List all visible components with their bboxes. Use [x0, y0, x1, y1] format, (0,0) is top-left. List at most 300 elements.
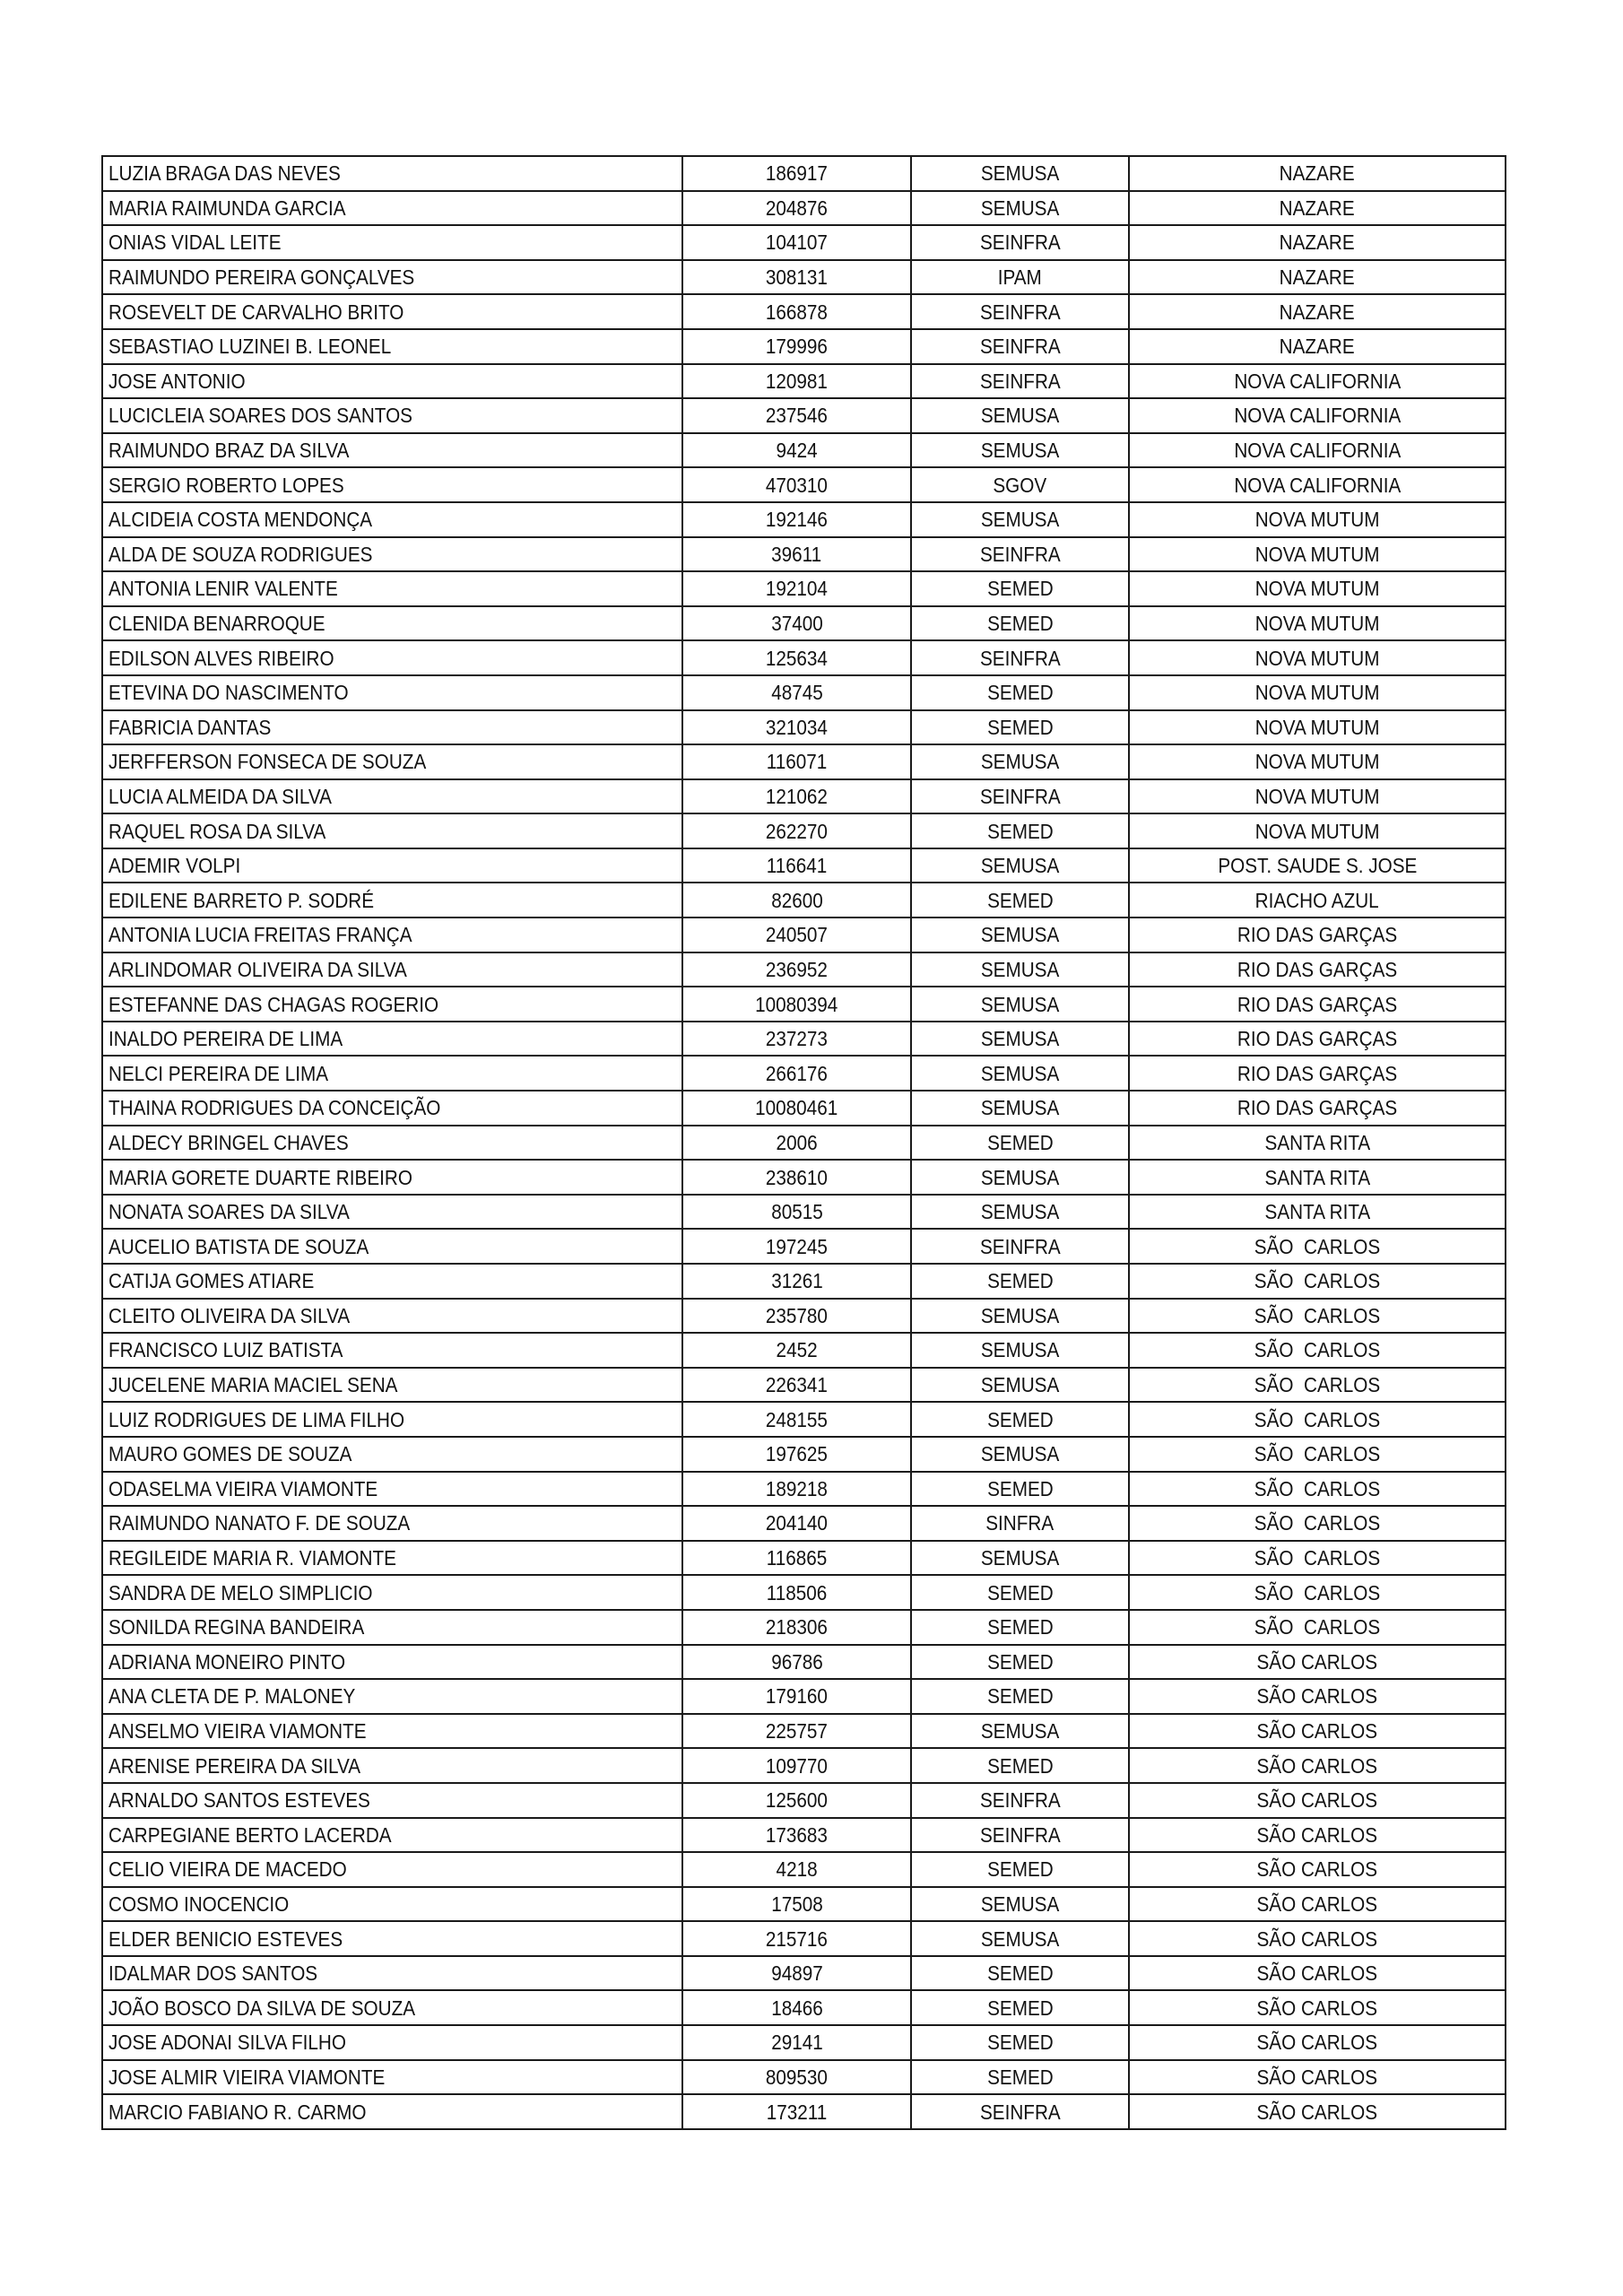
department-cell: [911, 848, 1129, 883]
employee-name-cell-text: ARNALDO SANTOS ESTEVES: [108, 1788, 370, 1813]
registration-number-cell: [682, 1126, 911, 1161]
location-cell-text: SÃO CARLOS: [1256, 1753, 1378, 1778]
location-cell-text: SÃO CARLOS: [1254, 1373, 1381, 1397]
department-cell-text: SEMUSA: [980, 1338, 1060, 1362]
employee-name-cell: [102, 1333, 682, 1368]
table-row: [102, 1506, 1506, 1541]
department-cell: [911, 1506, 1129, 1541]
table-row: [102, 1264, 1506, 1299]
registration-number-cell-text: 125634: [765, 646, 829, 670]
employee-name-cell: [102, 433, 682, 468]
registration-number-cell-text: 10080394: [755, 992, 838, 1016]
employee-name-cell: [102, 364, 682, 399]
registration-number-cell-text: 104107: [765, 230, 829, 255]
department-cell-text: SEMUSA: [980, 992, 1060, 1016]
employee-name-cell-text: NELCI PEREIRA DE LIMA: [108, 1061, 329, 1085]
registration-number-cell: [682, 1056, 911, 1091]
registration-number-cell-text: 235780: [765, 1303, 829, 1327]
employee-name-cell: [102, 467, 682, 502]
location-cell: [1129, 225, 1506, 260]
employee-name-cell: [102, 848, 682, 883]
location-cell-text: SÃO CARLOS: [1256, 2031, 1378, 2055]
employee-name-cell: [102, 1299, 682, 1334]
location-cell: [1129, 364, 1506, 399]
table-row: [102, 675, 1506, 710]
employee-name-cell-text: CATIJA GOMES ATIARE: [108, 1269, 315, 1293]
location-cell: [1129, 987, 1506, 1022]
employee-name-cell-text: LUCICLEIA SOARES DOS SANTOS: [108, 404, 412, 428]
registration-number-cell-text: 809530: [765, 2065, 829, 2089]
location-cell: [1129, 1783, 1506, 1818]
employee-name-cell-text: INALDO PEREIRA DE LIMA: [108, 1027, 343, 1051]
department-cell: [911, 1714, 1129, 1749]
employee-name-cell-text: LUZIA BRAGA DAS NEVES: [108, 161, 341, 186]
employee-name-cell-text: ALDECY BRINGEL CHAVES: [108, 1130, 349, 1154]
registration-number-cell-text: 321034: [765, 715, 829, 739]
employee-name-cell-text: FABRICIA DANTAS: [108, 715, 272, 739]
department-cell-text: SEMUSA: [980, 957, 1060, 981]
location-cell: [1129, 260, 1506, 295]
registration-number-cell: [682, 537, 911, 572]
location-cell: [1129, 848, 1506, 883]
location-cell-text: RIACHO AZUL: [1254, 888, 1380, 912]
employee-name-cell: [102, 1645, 682, 1680]
department-cell-text: SEMUSA: [980, 161, 1060, 186]
location-cell-text: SÃO CARLOS: [1254, 1546, 1381, 1570]
location-cell: [1129, 675, 1506, 710]
department-cell-text: SEMED: [986, 1996, 1054, 2020]
registration-number-cell: [682, 1887, 911, 1922]
location-cell-text: SÃO CARLOS: [1254, 1442, 1381, 1466]
department-cell-text: SEINFRA: [979, 1822, 1061, 1847]
registration-number-cell: [682, 1645, 911, 1680]
department-cell: [911, 294, 1129, 329]
table-row: [102, 260, 1506, 295]
department-cell: [911, 1091, 1129, 1126]
department-cell-text: SEMED: [986, 1130, 1054, 1154]
location-cell-text: NAZARE: [1280, 335, 1355, 359]
table-row: [102, 710, 1506, 745]
employee-name-cell-text: SEBASTIAO LUZINEI B. LEONEL: [108, 335, 392, 359]
registration-number-cell-text: 204140: [765, 1511, 829, 1535]
registration-number-cell: [682, 1679, 911, 1714]
registration-number-cell: [682, 710, 911, 745]
employee-name-cell-text: IDALMAR DOS SANTOS: [108, 1961, 318, 1986]
employee-name-cell: [102, 952, 682, 987]
employee-name-cell-text: JOÃO BOSCO DA SILVA DE SOUZA: [108, 1996, 416, 2020]
employee-name-cell-text: ALCIDEIA COSTA MENDONÇA: [108, 508, 373, 532]
registration-number-cell: [682, 1748, 911, 1783]
registration-number-cell: [682, 364, 911, 399]
location-cell: [1129, 1126, 1506, 1161]
employee-name-cell: [102, 675, 682, 710]
department-cell: [911, 987, 1129, 1022]
registration-number-cell-text: 204876: [765, 196, 829, 220]
location-cell: [1129, 1541, 1506, 1576]
registration-number-cell: [682, 1333, 911, 1368]
department-cell-text: SEINFRA: [979, 1234, 1061, 1258]
department-cell: [911, 1575, 1129, 1610]
registration-number-cell: [682, 1610, 911, 1645]
location-cell-text: SÃO CARLOS: [1254, 1234, 1381, 1258]
employee-name-cell: [102, 1402, 682, 1437]
registration-number-cell-text: 218306: [765, 1615, 829, 1639]
location-cell-text: SANTA RITA: [1264, 1165, 1370, 1189]
department-cell: [911, 744, 1129, 779]
employee-name-cell: [102, 1748, 682, 1783]
location-cell-text: NOVA MUTUM: [1254, 508, 1380, 532]
table-row: [102, 1575, 1506, 1610]
department-cell-text: SEMED: [986, 1615, 1054, 1639]
registration-number-cell: [682, 1921, 911, 1956]
registration-number-cell: [682, 1091, 911, 1126]
employee-name-cell: [102, 987, 682, 1022]
employee-name-cell-text: SONILDA REGINA BANDEIRA: [108, 1615, 365, 1639]
employee-name-cell: [102, 1195, 682, 1230]
registration-number-cell-text: 37400: [770, 612, 823, 636]
employee-name-cell: [102, 1472, 682, 1507]
location-cell: [1129, 1056, 1506, 1091]
department-cell-text: IPAM: [997, 265, 1043, 290]
location-cell-text: POST. SAUDE S. JOSE: [1217, 854, 1418, 878]
department-cell: [911, 1126, 1129, 1161]
employee-name-cell-text: LUIZ RODRIGUES DE LIMA FILHO: [108, 1407, 405, 1431]
location-cell: [1129, 606, 1506, 641]
registration-number-cell: [682, 952, 911, 987]
location-cell: [1129, 1091, 1506, 1126]
registration-number-cell-text: 237273: [765, 1027, 829, 1051]
employee-name-cell: [102, 1229, 682, 1264]
employee-name-cell: [102, 1541, 682, 1576]
employee-table: [101, 155, 1506, 2130]
location-cell: [1129, 571, 1506, 606]
employee-name-cell: [102, 1437, 682, 1472]
employee-name-cell-text: ARENISE PEREIRA DA SILVA: [108, 1753, 361, 1778]
location-cell: [1129, 1368, 1506, 1403]
registration-number-cell-text: 9424: [776, 439, 818, 463]
employee-name-cell: [102, 571, 682, 606]
registration-number-cell: [682, 1195, 911, 1230]
location-cell-text: NOVA CALIFORNIA: [1234, 369, 1401, 393]
location-cell-text: SÃO CARLOS: [1256, 1822, 1378, 1847]
employee-name-cell: [102, 779, 682, 814]
employee-name-cell-text: RAQUEL ROSA DA SILVA: [108, 819, 326, 843]
employee-name-cell-text: MAURO GOMES DE SOUZA: [108, 1442, 352, 1466]
registration-number-cell-text: 192146: [765, 508, 829, 532]
department-cell: [911, 1264, 1129, 1299]
employee-name-cell-text: COSMO INOCENCIO: [108, 1892, 290, 1916]
employee-name-cell-text: NONATA SOARES DA SILVA: [108, 1200, 350, 1224]
employee-name-cell: [102, 744, 682, 779]
employee-name-cell-text: ADRIANA MONEIRO PINTO: [108, 1649, 346, 1674]
employee-name-cell-text: LUCIA ALMEIDA DA SILVA: [108, 784, 332, 808]
location-cell: [1129, 433, 1506, 468]
department-cell: [911, 1921, 1129, 1956]
department-cell-text: SEINFRA: [979, 1788, 1061, 1813]
department-cell: [911, 502, 1129, 537]
department-cell-text: SEINFRA: [979, 784, 1061, 808]
employee-name-cell: [102, 502, 682, 537]
employee-name-cell: [102, 1126, 682, 1161]
location-cell-text: NOVA MUTUM: [1254, 542, 1380, 566]
employee-name-cell: [102, 1091, 682, 1126]
registration-number-cell-text: 109770: [765, 1753, 829, 1778]
table-row: [102, 191, 1506, 226]
department-cell: [911, 1022, 1129, 1057]
location-cell: [1129, 883, 1506, 918]
table-row: [102, 398, 1506, 433]
department-cell-text: SEINFRA: [979, 230, 1061, 255]
department-cell: [911, 1160, 1129, 1195]
registration-number-cell: [682, 2060, 911, 2095]
location-cell: [1129, 1506, 1506, 1541]
registration-number-cell-text: 80515: [770, 1200, 823, 1224]
registration-number-cell-text: 31261: [770, 1269, 823, 1293]
location-cell-text: SÃO CARLOS: [1256, 1684, 1378, 1709]
location-cell: [1129, 710, 1506, 745]
location-cell: [1129, 1160, 1506, 1195]
employee-name-cell-text: ANSELMO VIEIRA VIAMONTE: [108, 1719, 367, 1744]
registration-number-cell: [682, 2094, 911, 2129]
location-cell-text: SÃO CARLOS: [1254, 1511, 1381, 1535]
department-cell: [911, 1610, 1129, 1645]
employee-name-cell-text: ANTONIA LENIR VALENTE: [108, 577, 338, 601]
registration-number-cell: [682, 883, 911, 918]
employee-name-cell: [102, 1022, 682, 1057]
location-cell: [1129, 1022, 1506, 1057]
department-cell-text: SEMED: [986, 1857, 1054, 1882]
registration-number-cell: [682, 1506, 911, 1541]
employee-name-cell-text: RAIMUNDO BRAZ DA SILVA: [108, 439, 350, 463]
registration-number-cell-text: 39611: [771, 542, 822, 566]
table-row: [102, 1679, 1506, 1714]
department-cell: [911, 1645, 1129, 1680]
location-cell: [1129, 1229, 1506, 1264]
registration-number-cell: [682, 1852, 911, 1887]
location-cell-text: NOVA MUTUM: [1254, 681, 1380, 705]
employee-name-cell: [102, 191, 682, 226]
table-row: [102, 813, 1506, 848]
location-cell-text: RIO DAS GARÇAS: [1237, 1027, 1398, 1051]
registration-number-cell-text: 17508: [770, 1892, 823, 1916]
registration-number-cell: [682, 502, 911, 537]
table-row: [102, 1921, 1506, 1956]
department-cell-text: SEMUSA: [980, 1303, 1060, 1327]
employee-name-cell: [102, 1368, 682, 1403]
department-cell: [911, 2094, 1129, 2129]
department-cell-text: SEMUSA: [980, 854, 1060, 878]
department-cell-text: SEMUSA: [980, 1096, 1060, 1120]
department-cell-text: SEMUSA: [980, 1373, 1060, 1397]
department-cell-text: SEMUSA: [980, 1442, 1060, 1466]
location-cell-text: NOVA MUTUM: [1254, 612, 1380, 636]
employee-name-cell-text: CELIO VIEIRA DE MACEDO: [108, 1857, 347, 1882]
department-cell-text: SEMED: [986, 681, 1054, 705]
location-cell: [1129, 537, 1506, 572]
table-row: [102, 1748, 1506, 1783]
registration-number-cell-text: 308131: [765, 265, 829, 290]
employee-name-cell: [102, 1610, 682, 1645]
location-cell: [1129, 1575, 1506, 1610]
department-cell: [911, 1195, 1129, 1230]
department-cell-text: SEMED: [986, 1580, 1054, 1605]
department-cell-text: SEINFRA: [979, 542, 1061, 566]
registration-number-cell-text: 2452: [776, 1338, 818, 1362]
location-cell-text: SÃO CARLOS: [1256, 1649, 1378, 1674]
employee-name-cell-text: FRANCISCO LUIZ BATISTA: [108, 1338, 343, 1362]
department-cell-text: SEMUSA: [980, 1546, 1060, 1570]
department-cell-text: SEMED: [986, 1269, 1054, 1293]
location-cell: [1129, 156, 1506, 191]
location-cell-text: SÃO CARLOS: [1256, 1788, 1378, 1813]
registration-number-cell-text: 10080461: [755, 1096, 838, 1120]
location-cell: [1129, 2094, 1506, 2129]
location-cell: [1129, 1472, 1506, 1507]
registration-number-cell-text: 225757: [765, 1719, 829, 1744]
registration-number-cell-text: 121062: [765, 784, 829, 808]
employee-name-cell-text: REGILEIDE MARIA R. VIAMONTE: [108, 1546, 396, 1570]
department-cell: [911, 398, 1129, 433]
department-cell-text: SEMUSA: [980, 1061, 1060, 1085]
table-row: [102, 1333, 1506, 1368]
registration-number-cell: [682, 640, 911, 675]
department-cell-text: SEMED: [986, 715, 1054, 739]
registration-number-cell: [682, 1368, 911, 1403]
employee-name-cell-text: ONIAS VIDAL LEITE: [108, 230, 282, 255]
registration-number-cell-text: 237546: [765, 404, 829, 428]
employee-name-cell: [102, 225, 682, 260]
registration-number-cell-text: 116865: [766, 1546, 828, 1570]
registration-number-cell-text: 179160: [765, 1684, 829, 1709]
department-cell: [911, 813, 1129, 848]
department-cell-text: SEMED: [986, 1753, 1054, 1778]
table-row: [102, 952, 1506, 987]
location-cell-text: RIO DAS GARÇAS: [1237, 923, 1398, 947]
location-cell: [1129, 398, 1506, 433]
employee-name-cell: [102, 606, 682, 641]
department-cell: [911, 1852, 1129, 1887]
location-cell-text: NOVA MUTUM: [1254, 750, 1380, 774]
location-cell-text: SÃO CARLOS: [1254, 1303, 1381, 1327]
department-cell-text: SEMED: [986, 612, 1054, 636]
employee-name-cell-text: CLEITO OLIVEIRA DA SILVA: [108, 1303, 351, 1327]
department-cell: [911, 710, 1129, 745]
table-row: [102, 640, 1506, 675]
location-cell-text: SANTA RITA: [1264, 1130, 1370, 1154]
employee-name-cell: [102, 918, 682, 952]
registration-number-cell-text: 186917: [765, 161, 829, 186]
department-cell: [911, 640, 1129, 675]
location-cell: [1129, 779, 1506, 814]
registration-number-cell: [682, 813, 911, 848]
registration-number-cell-text: 238610: [765, 1165, 829, 1189]
registration-number-cell: [682, 779, 911, 814]
location-cell: [1129, 2025, 1506, 2060]
department-cell: [911, 918, 1129, 952]
registration-number-cell: [682, 606, 911, 641]
table-row: [102, 1541, 1506, 1576]
location-cell-text: RIO DAS GARÇAS: [1237, 1096, 1398, 1120]
department-cell-text: SEMUSA: [980, 1027, 1060, 1051]
registration-number-cell: [682, 1160, 911, 1195]
registration-number-cell: [682, 1264, 911, 1299]
employee-name-cell: [102, 329, 682, 364]
department-cell: [911, 952, 1129, 987]
registration-number-cell-text: 125600: [765, 1788, 829, 1813]
location-cell: [1129, 1818, 1506, 1853]
department-cell-text: SEMED: [986, 1476, 1054, 1500]
registration-number-cell-text: 4218: [776, 1857, 818, 1882]
department-cell: [911, 675, 1129, 710]
location-cell: [1129, 294, 1506, 329]
registration-number-cell: [682, 260, 911, 295]
department-cell-text: SGOV: [993, 473, 1047, 497]
registration-number-cell: [682, 675, 911, 710]
table-row: [102, 1091, 1506, 1126]
registration-number-cell-text: 18466: [770, 1996, 823, 2020]
employee-name-cell-text: MARIA GORETE DUARTE RIBEIRO: [108, 1165, 412, 1189]
registration-number-cell-text: 240507: [765, 923, 829, 947]
location-cell: [1129, 640, 1506, 675]
department-cell: [911, 1956, 1129, 1991]
table-row: [102, 883, 1506, 918]
table-row: [102, 606, 1506, 641]
registration-number-cell: [682, 1714, 911, 1749]
department-cell-text: SEINFRA: [979, 646, 1061, 670]
location-cell-text: SÃO CARLOS: [1256, 2100, 1378, 2124]
registration-number-cell: [682, 1299, 911, 1334]
registration-number-cell-text: 470310: [765, 473, 829, 497]
department-cell: [911, 225, 1129, 260]
registration-number-cell: [682, 225, 911, 260]
department-cell-text: SEMED: [986, 2031, 1054, 2055]
location-cell: [1129, 1645, 1506, 1680]
location-cell: [1129, 1402, 1506, 1437]
location-cell-text: NOVA MUTUM: [1254, 577, 1380, 601]
location-cell: [1129, 467, 1506, 502]
location-cell: [1129, 1852, 1506, 1887]
registration-number-cell-text: 29141: [770, 2031, 823, 2055]
employee-name-cell-text: EDILSON ALVES RIBEIRO: [108, 646, 334, 670]
registration-number-cell: [682, 571, 911, 606]
table-row: [102, 1783, 1506, 1818]
location-cell-text: NOVA CALIFORNIA: [1234, 473, 1401, 497]
table-row: [102, 1645, 1506, 1680]
department-cell: [911, 1437, 1129, 1472]
registration-number-cell: [682, 744, 911, 779]
location-cell: [1129, 1195, 1506, 1230]
department-cell: [911, 1368, 1129, 1403]
department-cell-text: SEMUSA: [980, 196, 1060, 220]
table-row: [102, 1022, 1506, 1057]
department-cell-text: SEMUSA: [980, 508, 1060, 532]
employee-name-cell-text: JERFFERSON FONSECA DE SOUZA: [108, 750, 427, 774]
registration-number-cell-text: 173683: [765, 1822, 829, 1847]
table-row: [102, 1714, 1506, 1749]
employee-name-cell: [102, 294, 682, 329]
employee-name-cell: [102, 1852, 682, 1887]
table-row: [102, 1956, 1506, 1991]
location-cell-text: SÃO CARLOS: [1256, 1961, 1378, 1986]
employee-name-cell-text: ROSEVELT DE CARVALHO BRITO: [108, 300, 404, 324]
table-row: [102, 1299, 1506, 1334]
location-cell-text: NOVA MUTUM: [1254, 646, 1380, 670]
table-row: [102, 364, 1506, 399]
registration-number-cell: [682, 1472, 911, 1507]
employee-name-cell: [102, 1818, 682, 1853]
employee-name-cell: [102, 1264, 682, 1299]
department-cell: [911, 779, 1129, 814]
